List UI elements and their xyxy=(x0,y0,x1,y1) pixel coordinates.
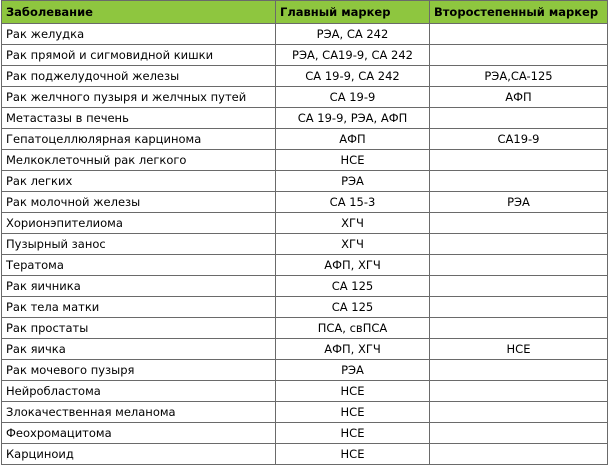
table-row xyxy=(2,255,608,276)
table-row xyxy=(2,150,608,171)
table-row xyxy=(2,318,608,339)
main-marker-cell: РЭА, CA 242 xyxy=(276,24,430,45)
disease-cell: Рак молочной железы xyxy=(2,192,276,213)
header-main-marker: Главный маркер xyxy=(276,1,430,24)
secondary-marker-cell: РЭА xyxy=(430,192,608,213)
secondary-marker-cell xyxy=(430,381,608,402)
disease-cell: Рак желчного пузыря и желчных путей xyxy=(2,87,276,108)
main-marker-cell: НСЕ xyxy=(276,444,430,465)
disease-cell: Гепатоцеллюлярная карцинома xyxy=(2,129,276,150)
main-marker-cell: CA 19-9 xyxy=(276,87,430,108)
table-row xyxy=(2,402,608,423)
table-row xyxy=(2,339,608,360)
main-marker-cell: НСЕ xyxy=(276,423,430,444)
disease-cell: Карциноид xyxy=(2,444,276,465)
main-marker-cell: CA 125 xyxy=(276,276,430,297)
table-row xyxy=(2,87,608,108)
disease-cell: Рак тела матки xyxy=(2,297,276,318)
main-marker-cell: ХГЧ xyxy=(276,234,430,255)
disease-cell: Рак легких xyxy=(2,171,276,192)
disease-cell: Рак мочевого пузыря xyxy=(2,360,276,381)
disease-cell: Нейробластома xyxy=(2,381,276,402)
secondary-marker-cell: РЭА,CA-125 xyxy=(430,66,608,87)
secondary-marker-cell xyxy=(430,360,608,381)
main-marker-cell: РЭА, CA19-9, CA 242 xyxy=(276,45,430,66)
secondary-marker-cell xyxy=(430,108,608,129)
secondary-marker-cell: НСЕ xyxy=(430,339,608,360)
secondary-marker-cell xyxy=(430,255,608,276)
secondary-marker-cell xyxy=(430,150,608,171)
table-row xyxy=(2,24,608,45)
table-row xyxy=(2,423,608,444)
table-row xyxy=(2,171,608,192)
main-marker-cell: РЭА xyxy=(276,171,430,192)
secondary-marker-cell xyxy=(430,171,608,192)
disease-cell: Рак яичка xyxy=(2,339,276,360)
secondary-marker-cell xyxy=(430,24,608,45)
main-marker-cell: НСЕ xyxy=(276,150,430,171)
secondary-marker-cell xyxy=(430,444,608,465)
main-marker-cell: РЭА xyxy=(276,360,430,381)
table-row xyxy=(2,381,608,402)
disease-cell: Рак простаты xyxy=(2,318,276,339)
table-row xyxy=(2,234,608,255)
disease-cell: Мелкоклеточный рак легкого xyxy=(2,150,276,171)
disease-cell: Тератома xyxy=(2,255,276,276)
secondary-marker-cell xyxy=(430,45,608,66)
main-marker-cell: CA 15-3 xyxy=(276,192,430,213)
disease-cell: Хорионэпителиома xyxy=(2,213,276,234)
secondary-marker-cell xyxy=(430,423,608,444)
disease-cell: Рак поджелудочной железы xyxy=(2,66,276,87)
main-marker-cell: CA 19-9, РЭА, АФП xyxy=(276,108,430,129)
table-row xyxy=(2,276,608,297)
table-row xyxy=(2,360,608,381)
table-row xyxy=(2,297,608,318)
secondary-marker-cell xyxy=(430,234,608,255)
table-row xyxy=(2,213,608,234)
main-marker-cell: НСЕ xyxy=(276,402,430,423)
disease-cell: Рак желудка xyxy=(2,24,276,45)
disease-cell: Рак прямой и сигмовидной кишки xyxy=(2,45,276,66)
table-row xyxy=(2,192,608,213)
disease-cell: Злокачественная меланома xyxy=(2,402,276,423)
main-marker-cell: АФП, ХГЧ xyxy=(276,339,430,360)
disease-cell: Метастазы в печень xyxy=(2,108,276,129)
main-marker-cell: НСЕ xyxy=(276,381,430,402)
secondary-marker-cell xyxy=(430,297,608,318)
secondary-marker-cell: CA19-9 xyxy=(430,129,608,150)
table-row xyxy=(2,444,608,465)
table-row xyxy=(2,129,608,150)
secondary-marker-cell xyxy=(430,318,608,339)
header-secondary-marker: Второстепенный маркер xyxy=(430,1,608,24)
table-row xyxy=(2,45,608,66)
main-marker-cell: АФП xyxy=(276,129,430,150)
main-marker-cell: ПСА, свПСА xyxy=(276,318,430,339)
table-row xyxy=(2,66,608,87)
header-disease: Заболевание xyxy=(2,1,276,24)
table-row xyxy=(2,108,608,129)
main-marker-cell: CA 19-9, CA 242 xyxy=(276,66,430,87)
main-marker-cell: АФП, ХГЧ xyxy=(276,255,430,276)
disease-cell: Феохромацитома xyxy=(2,423,276,444)
disease-cell: Пузырный занос xyxy=(2,234,276,255)
disease-cell: Рак яичника xyxy=(2,276,276,297)
secondary-marker-cell: АФП xyxy=(430,87,608,108)
main-marker-cell: ХГЧ xyxy=(276,213,430,234)
header-row xyxy=(2,1,608,24)
secondary-marker-cell xyxy=(430,276,608,297)
secondary-marker-cell xyxy=(430,213,608,234)
tumor-markers-table xyxy=(1,0,608,465)
secondary-marker-cell xyxy=(430,402,608,423)
main-marker-cell: CA 125 xyxy=(276,297,430,318)
